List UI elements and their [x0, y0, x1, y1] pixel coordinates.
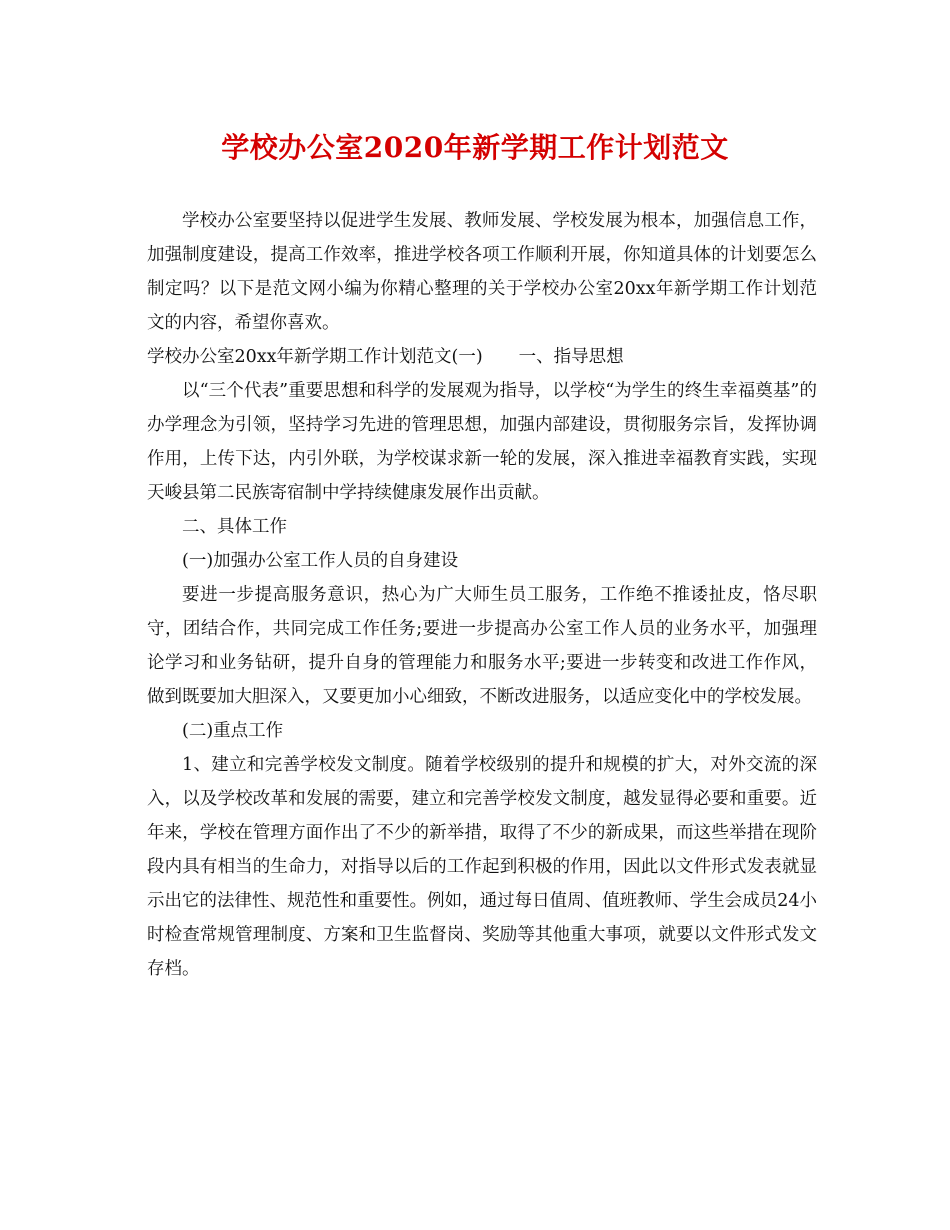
document-body — [147, 204, 817, 986]
section1-paragraph: 以“三个代表”重要思想和科学的发展观为指导，以学校“为学生的终生幸福奠基”的办学理念为引领，坚持学习先进的管理思想，加强内部建设，贯彻服务宗旨，发挥协调作用，上传下达，内引外联，为学校谋求新一轮的发展，深入推进幸福教育实践，实现天峻县第二民族寄宿制中学持续健康发展作出贡献。 — [147, 381, 817, 503]
section2-heading: 二、具体工作 — [182, 517, 287, 537]
item1-paragraph: 1、建立和完善学校发文制度。随着学校级别的提升和规模的扩大，对外交流的深入，以及学校改革和发展的需要，建立和完善学校发文制度，越发显得必要和重要。近年来，学校在管理方面作出了不少的新举措，取得了不少的新成果，而这些举措在现阶段内具有相当的生命力，对指导以后的工作起到积极的作用，因此以文件形式发表就显示出它的法律性、规范性和重要性。例如，通过每日值周、值班教师、学生会成员24小时检查常规管理制度、方案和卫生监督岗、奖励等其他重大事项，就要以文件形式发文存档。 — [147, 755, 817, 979]
subtitle: 学校办公室20xx年新学期工作计划范文(一) — [147, 347, 483, 367]
section1-heading: 一、指导思想 — [518, 347, 624, 367]
sub1-heading: (一)加强办公室工作人员的自身建设 — [182, 551, 459, 571]
subtitle-line — [147, 340, 817, 374]
sub1-paragraph: 要进一步提高服务意识，热心为广大师生员工服务，工作绝不推诿扯皮，恪尽职守，团结合作，共同完成工作任务;要进一步提高办公室工作人员的业务水平，加强理论学习和业务钻研，提升自身的管理能力和服务水平;要进一步转变和改进工作作风，做到既要加大胆深入，又要更加小心细致，不断改进服务，以适应变化中的学校发展。 — [147, 585, 817, 707]
intro-paragraph: 学校办公室要坚持以促进学生发展、教师发展、学校发展为根本，加强信息工作，加强制度建设，提高工作效率，推进学校各项工作顺利开展，你知道具体的计划要怎么制定吗？以下是范文网小编为你精心整理的关于学校办公室20xx年新学期工作计划范文的内容，希望你喜欢。 — [147, 211, 817, 333]
document-title: 学校办公室2020年新学期工作计划范文 — [221, 131, 729, 164]
sub2-heading: (二)重点工作 — [182, 721, 284, 741]
